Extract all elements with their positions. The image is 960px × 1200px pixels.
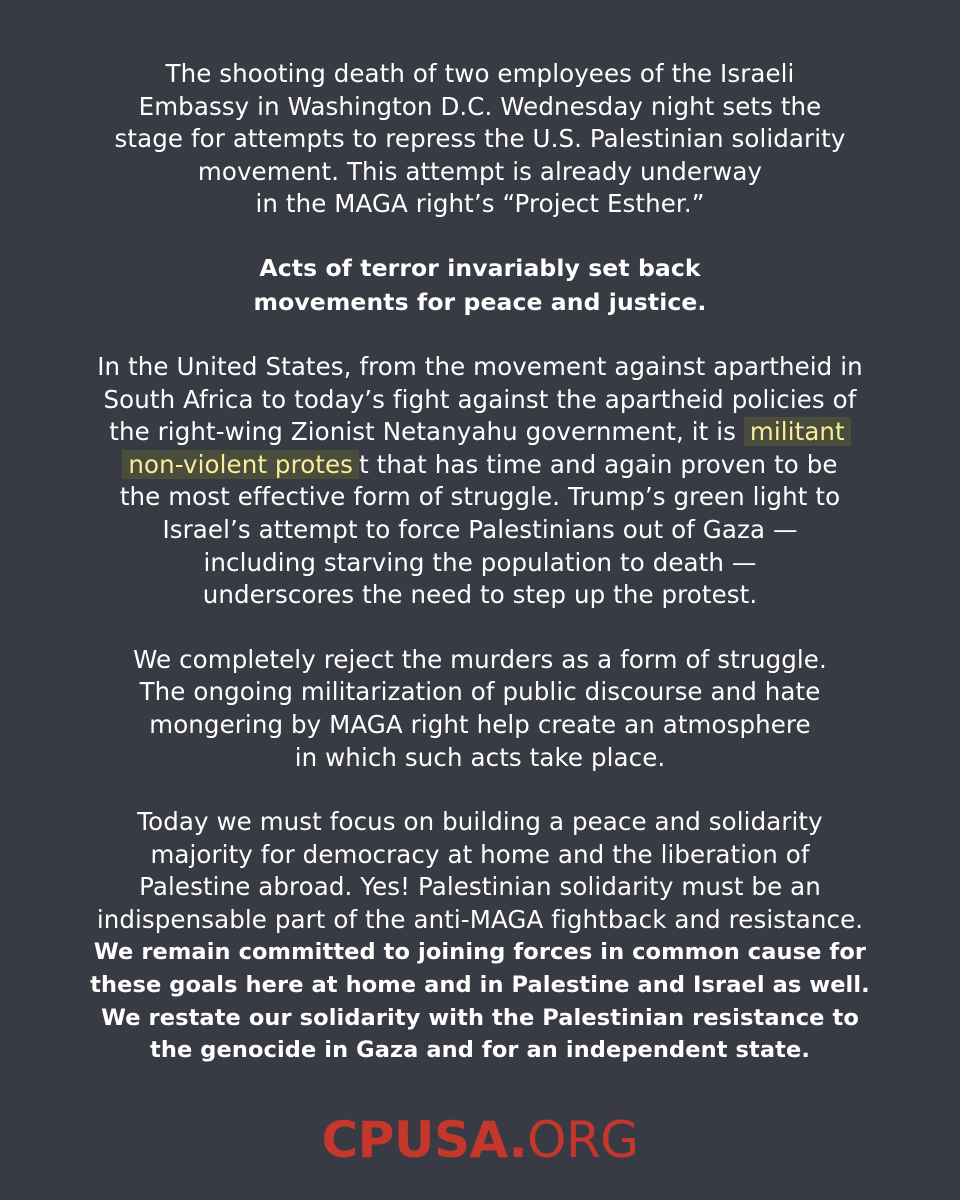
logo-domain-text: ORG [527, 1111, 639, 1169]
text-line: Palestine abroad. Yes! Palestinian solidarity must be an [139, 872, 821, 902]
text-line: The ongoing militarization of public discourse and hate [139, 677, 821, 707]
text-line: We remain committed to joining forces in common cause for [93, 939, 867, 966]
logo-brand-text: CPUSA. [321, 1111, 528, 1169]
text-line: The shooting death of two employees of the Israeli [165, 59, 795, 88]
site-logo [0, 1110, 960, 1170]
text-line: Acts of terror invariably set back [259, 253, 701, 282]
text-line: stage for attempts to repress the U.S. Palestinian solidarity [114, 124, 846, 154]
highlighted-text: non-violent protes [122, 450, 359, 479]
text-line: the most effective form of struggle. Trump’s green light to [119, 482, 841, 512]
text-line: including starving the population to death — [203, 547, 757, 577]
commitment-statement [40, 936, 920, 1066]
text-line: movements for peace and justice. [253, 287, 707, 316]
headline-statement [130, 251, 830, 319]
history-paragraph [50, 351, 910, 612]
text-line: the right-wing Zionist Netanyahu government, it is [109, 417, 744, 447]
text-line: majority for democracy at home and the liberation of [150, 839, 810, 869]
text-line: underscores the need to step up the protest. [202, 580, 758, 610]
text-line: Today we must focus on building a peace and solidarity [137, 807, 823, 837]
text-line: these goals here at home and in Palestine and Israel as well. [90, 972, 870, 999]
highlighted-text: militant [744, 417, 851, 446]
text-line: We completely reject the murders as a form of struggle. [133, 644, 827, 674]
text-line: Embassy in Washington D.C. Wednesday night sets the [138, 91, 822, 121]
intro-paragraph [80, 58, 880, 221]
text-line: movement. This attempt is already underway [197, 156, 763, 186]
rejection-paragraph [80, 644, 880, 774]
text-line: Israel’s attempt to force Palestinians out of Gaza — [162, 514, 798, 544]
text-line: We restate our solidarity with the Palestinian resistance to [101, 1004, 859, 1031]
text-line: indispensable part of the anti-MAGA fightback and resistance. [96, 904, 864, 934]
text-line: South Africa to today’s fight against the apartheid policies of [103, 384, 857, 414]
text-line: the genocide in Gaza and for an independent state. [150, 1037, 810, 1064]
text-line: In the United States, from the movement against apartheid in [97, 351, 863, 381]
text-line: in the MAGA right’s “Project Esther.” [255, 189, 705, 219]
solidarity-paragraph [40, 806, 920, 1067]
text-line: mongering by MAGA right help create an atmosphere [149, 709, 811, 739]
text-line: in which such acts take place. [294, 742, 666, 772]
text-line: t that has time and again proven to be [359, 449, 838, 479]
